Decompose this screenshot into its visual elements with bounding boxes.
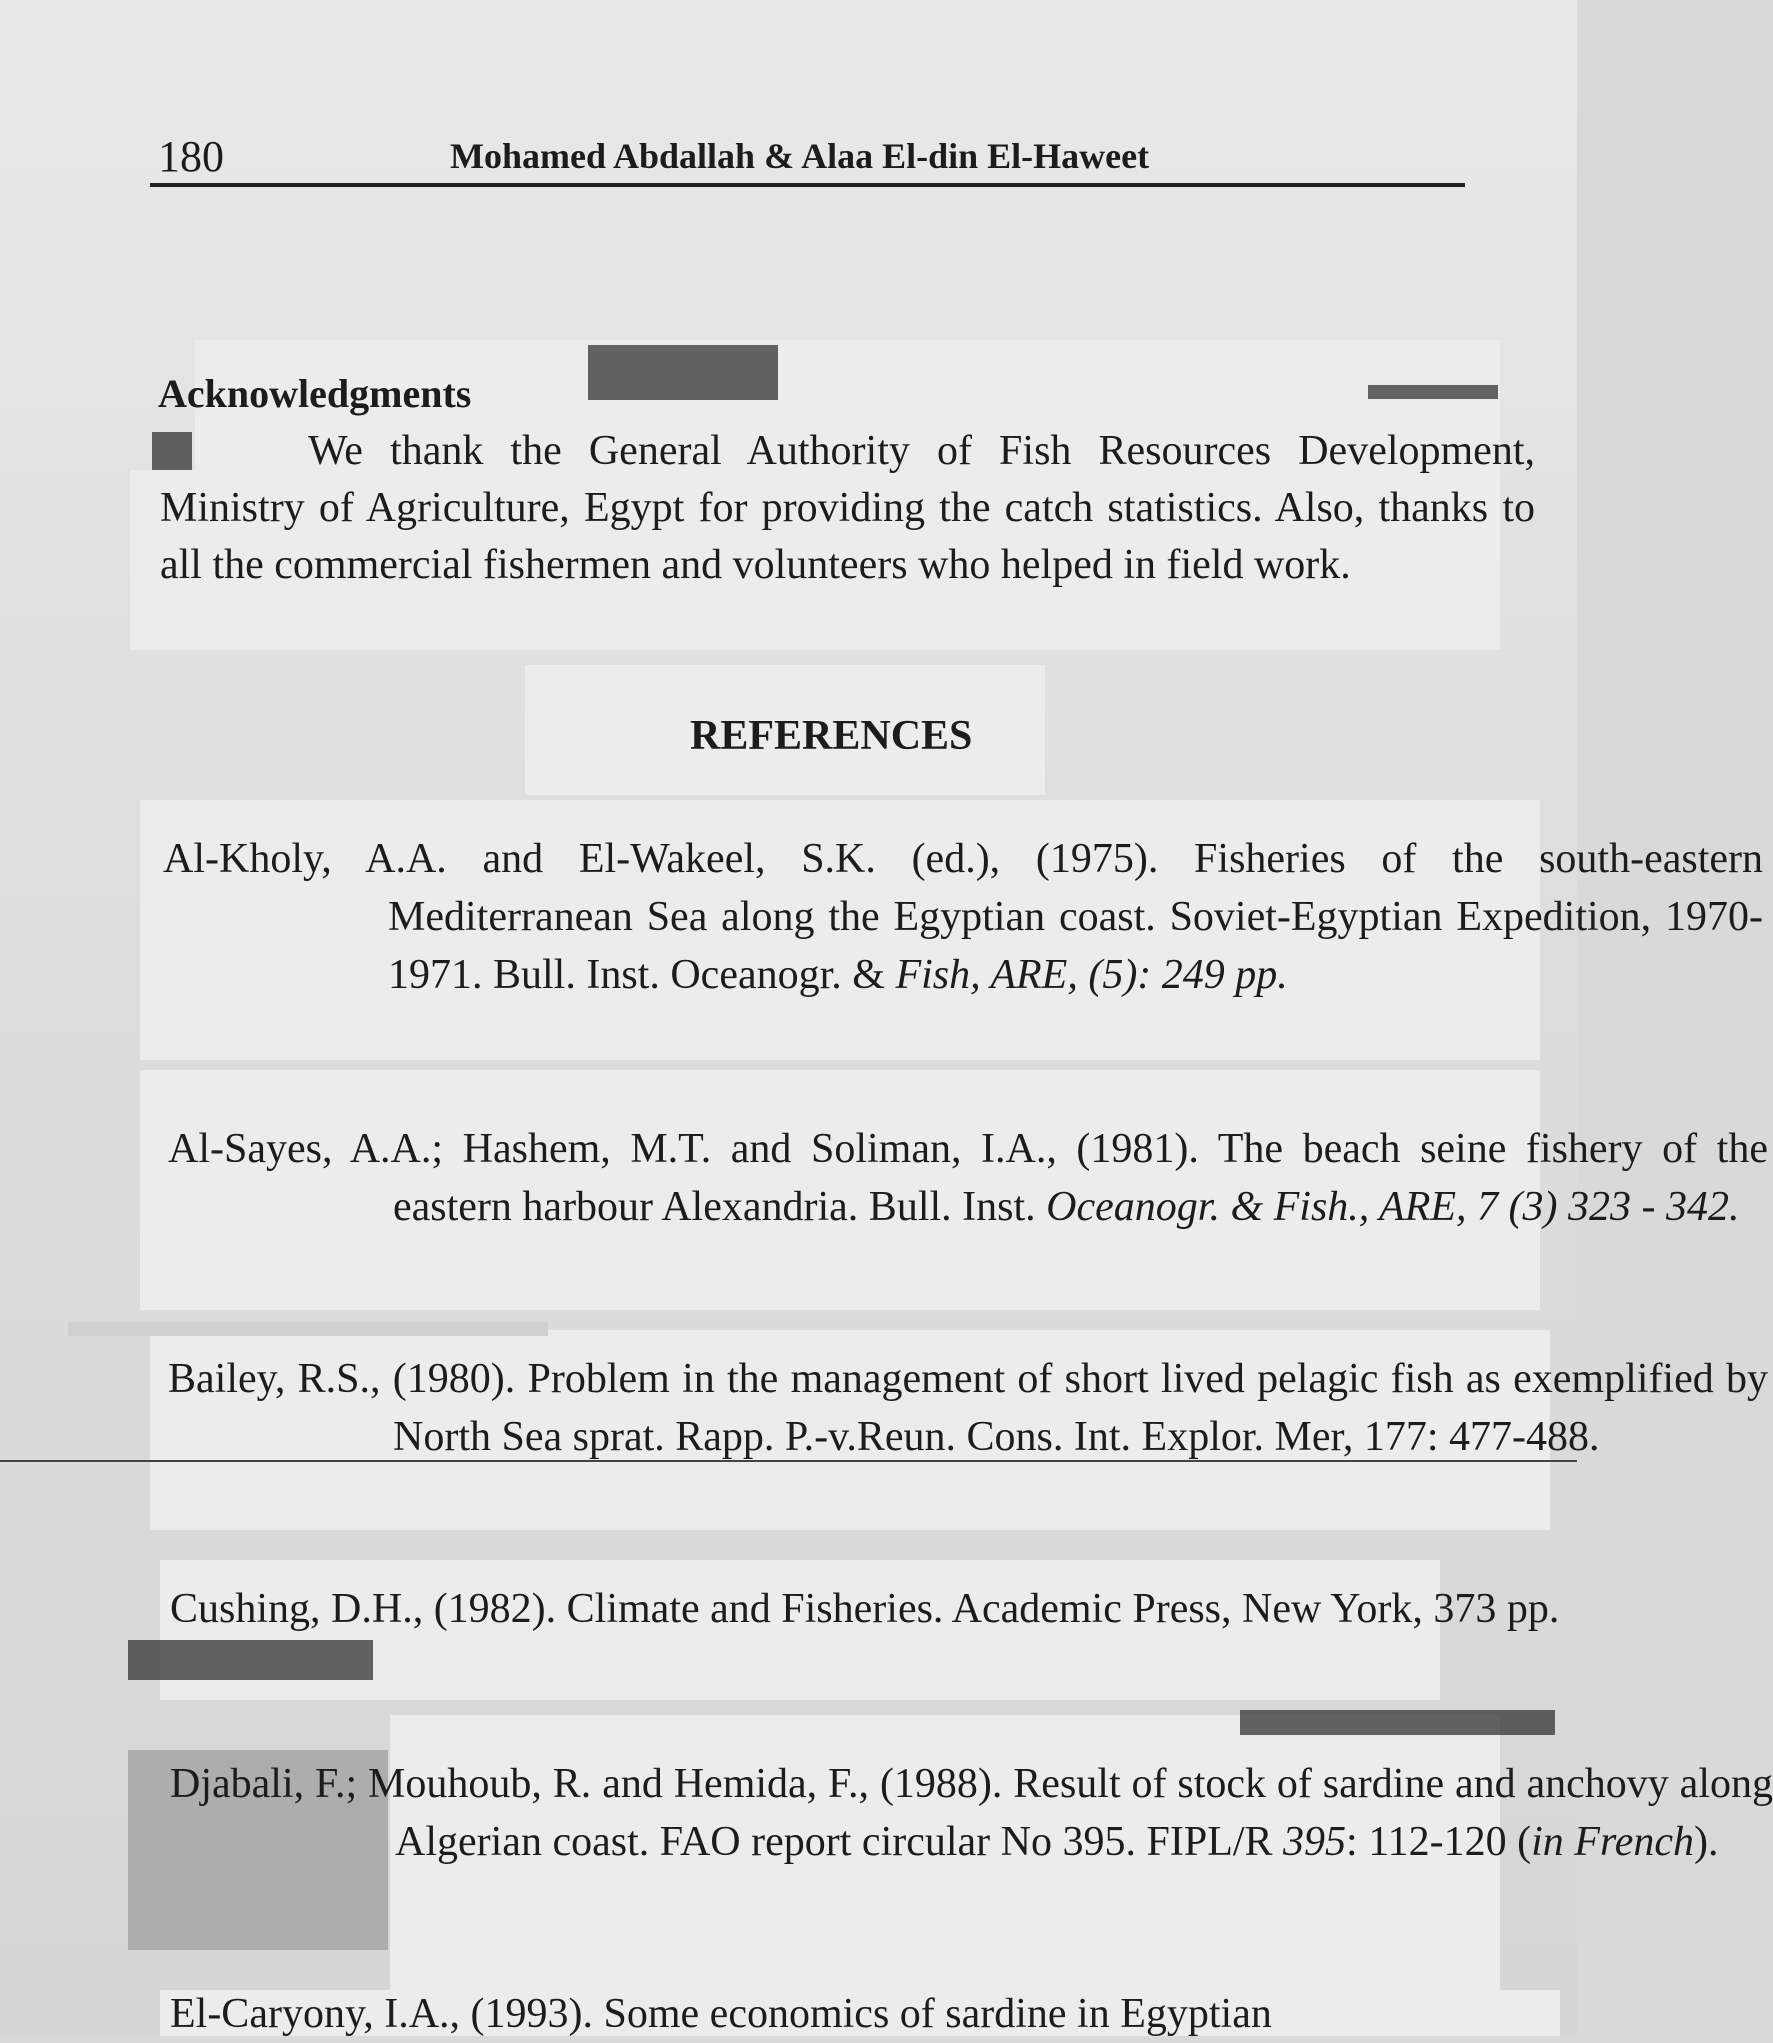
reference-text: Al-Kholy, A.A. and El-Wakeel, S.K. (ed.), (1975). Fisheries of the south-eastern Mediterranean Sea along the Egyptian coast. Soviet-Egyptian Expedition, 1970-1971. Bull. Inst. Oceanogr. & (163, 836, 1763, 998)
reference-pages: : 112-120 ( (1346, 1819, 1532, 1865)
header-rule (150, 183, 1465, 187)
reference-text: Bailey, R.S., (1980). Problem in the management of short lived pelagic fish as exemplified by North Sea sprat. Rapp. P.-v.Reun. Cons. Int. Explor. Mer, 177: 477-488. (168, 1356, 1768, 1460)
reference-text: Cushing, D.H., (1982). Climate and Fisheries. Academic Press, New York, 373 pp. (170, 1586, 1560, 1632)
reference-punct: ). (1694, 1819, 1719, 1865)
reference-text: Al-Sayes, A.A.; Hashem, M.T. and Soliman, I.A., (1981). The beach seine fishery of the eastern harbour Alexandria. Bull. Inst. (168, 1126, 1768, 1230)
reference-entry (163, 830, 1763, 1004)
scan-artifact (588, 345, 778, 400)
reference-entry (168, 1350, 1768, 1466)
acknowledgments-text: We thank the General Authority of Fish Resources Development, Ministry of Agriculture, Egypt for providing the catch statistics. Also, thanks to all the commercial fishermen and volunteers who helped in field work. (160, 428, 1535, 588)
scan-artifact (128, 1640, 373, 1680)
reference-venue: Oceanogr. & Fish., ARE, 7 (3) 323 - 342. (1046, 1184, 1740, 1230)
reference-text: El-Caryony, I.A., (1993). Some economics of sardine in Egyptian (170, 1991, 1272, 2037)
reference-entry (168, 1120, 1768, 1236)
reference-entry (170, 1580, 1773, 1638)
reference-entry (170, 1755, 1773, 1871)
header-authors: Mohamed Abdallah & Alaa El-din El-Haweet (450, 136, 1150, 176)
reference-venue: 395 (1283, 1819, 1347, 1865)
reference-language: in French (1531, 1819, 1695, 1865)
scan-artifact (1240, 1710, 1555, 1735)
scan-artifact (1368, 385, 1498, 399)
reference-venue: Fish, ARE, (5): 249 pp. (895, 952, 1288, 998)
reference-entry (170, 1985, 1773, 2043)
reference-text: Djabali, F.; Mouhoub, R. and Hemida, F., (1988). Result of stock of sardine and anchovy along Algerian coast. FAO report circular No 395. FIPL/R (170, 1761, 1773, 1865)
page-number: 180 (158, 132, 224, 181)
references-title: REFERENCES (690, 713, 973, 759)
running-header (150, 125, 1465, 185)
scan-artifact (68, 1322, 548, 1336)
acknowledgments-title: Acknowledgments (158, 371, 472, 416)
